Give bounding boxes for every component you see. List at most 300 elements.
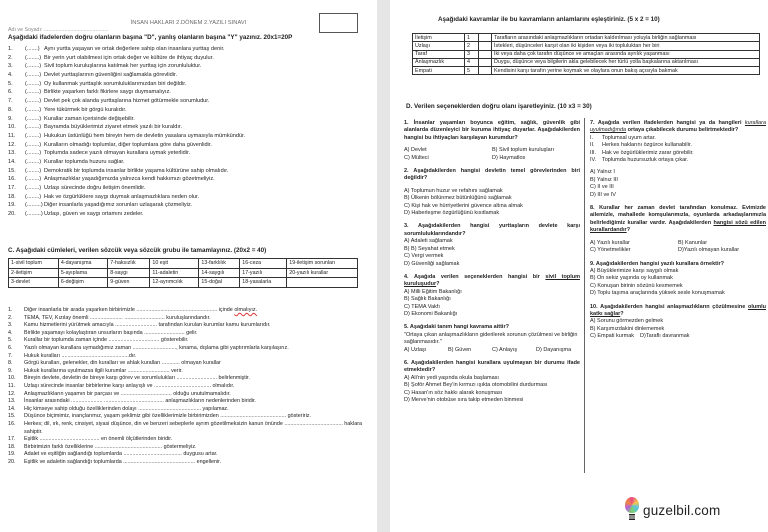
item-number: 8. — [8, 360, 13, 367]
answer-blank[interactable]: (........) — [25, 106, 42, 113]
word-bank-cell: 7-haksızlık — [108, 259, 150, 269]
item-text: Bir yerin yurt olabilmesi için ortak değer ve kültüre de ihtiyaç duyulur. — [44, 54, 214, 61]
item-text: Sivil toplum kuruluşlarına katılmak her yurttaş için zorunluluktur. — [44, 63, 202, 70]
question-text: Aşağıdakilerden hangisi yazılı kurallara örnektir? — [595, 260, 724, 267]
answer-option[interactable]: B) Sağlık Bakanlığı — [404, 296, 451, 303]
answer-blank[interactable]: (.......) — [25, 46, 40, 52]
item-number: 4. — [8, 72, 13, 79]
column-divider — [584, 118, 585, 473]
word-bank-cell: 2-iletişim — [9, 268, 59, 278]
definition-cell: Kendisini karşı tarafın yerine koymak ve olaylara onun bakış açısıyla bakmak — [492, 67, 760, 75]
answer-option[interactable]: A) Yazılı kurallar — [590, 239, 630, 246]
word-bank-cell: 1-sivil toplum — [9, 259, 59, 269]
item-text: Diğer insanlarla yaşadığımız sorunları uzlaşarak çözmeliyiz. — [44, 202, 193, 209]
answer-option[interactable]: C) Hasan'ın söz hakkı alarak konuşması — [404, 389, 503, 396]
question-stem — [404, 324, 580, 331]
number-cell: 5 — [465, 67, 479, 75]
answer-option[interactable]: C) Vergi vermek — [404, 253, 444, 260]
item-text[interactable]: Hukuk kurallarına uyulmazsa ilgili kurumlar ............................ verir. — [24, 367, 183, 374]
fill-in-item — [8, 451, 362, 459]
answer-cell[interactable] — [479, 58, 492, 66]
fill-in-item — [8, 353, 362, 361]
question-text: ? — [626, 227, 631, 234]
word-bank-cell: 20-yazılı kurallar — [287, 268, 358, 278]
item-text: Oy kullanmak yurttaşlık sorumluluklarımızdan biri değildir. — [44, 80, 187, 87]
answer-blank[interactable]: (........) — [25, 167, 42, 174]
answer-cell[interactable] — [479, 50, 492, 58]
answer-blank[interactable]: (........) — [25, 63, 42, 70]
item-text[interactable]: Adalet ve eşitliğin sağlandığı toplumlarda ....................................... duygusu artar. — [24, 451, 218, 458]
name-field: Adı ve Soyadı: ............................................ — [8, 27, 109, 33]
item-text[interactable]: Birlikte yaşamayı kolaylaştıran unsurların başında ........................... gelir. — [24, 329, 198, 336]
section-a-instruction: Aşağıdaki ifadelerden doğru olanların başına "D", yanlış olanların başına "Y" yazınız. 20x1=20P — [8, 34, 293, 41]
item-number: 11. — [8, 132, 16, 139]
statement-number: IV. — [590, 157, 597, 164]
item-text: Hukukun üstünlüğü hem bireyin hem de devletin yasalara uymasıyla mümkündür. — [44, 132, 246, 139]
question-number: 1. — [404, 120, 409, 126]
item-text: Aynı yurtta yaşayan ve ortak değerlere sahip olan insanlara yurttaş denir. — [44, 46, 225, 52]
question-stem — [404, 360, 580, 375]
question — [590, 205, 766, 254]
answer-option[interactable]: A) Milli Eğitim Bakanlığı — [404, 288, 462, 295]
item-text[interactable]: Hukuk kuralları .............................................dır. — [24, 352, 137, 359]
answer-blank[interactable]: (........) — [25, 193, 42, 200]
question — [590, 261, 766, 298]
item-number: 17. — [8, 436, 16, 443]
question-emphasis: hangisi sözü edilen kurallardandır — [590, 219, 766, 234]
answer-option[interactable]: D) Dayanışma — [536, 346, 572, 353]
answer-option[interactable]: C) Kişi hak ve hürriyetlerini güvence altına almak — [404, 202, 523, 209]
item-text: Anlaşmazlıklar yaşadığımızda yalnızca kendi hakkımızı gözetmeliyiz. — [44, 176, 215, 183]
item-text[interactable]: Anlaşmazlıkların yaşamın bir parçası ve .................................. olduğu unutulmamalıdır. — [24, 390, 231, 397]
question-text: ortaya çıkabilecek durumu belirtmektedir? — [626, 127, 739, 134]
answer-option[interactable]: D)Yazılı olmayan kurallar — [678, 247, 740, 254]
item-number: 4. — [8, 329, 13, 336]
word-bank-cell — [287, 278, 358, 288]
true-false-item — [8, 71, 368, 80]
question-stem — [404, 274, 580, 289]
answer-blank[interactable]: (........) — [25, 141, 42, 148]
word-bank-cell: 17-yazılı — [240, 268, 287, 278]
answer-option[interactable]: C) II ve III — [590, 184, 614, 191]
question — [590, 120, 766, 199]
question-stem — [590, 120, 766, 135]
item-number: 20. — [8, 458, 16, 465]
word-bank-cell: 11-adaletin — [150, 268, 199, 278]
term-cell: İletişim — [413, 34, 465, 42]
answer-option[interactable]: C) Empati kurmak — [590, 333, 635, 340]
item-number: 10. — [8, 375, 16, 382]
answer-option[interactable]: C) TEMA Vakfı — [404, 303, 440, 310]
definition-cell: İki veya daha çok tarafın düşünce ve amaçları arasında ayrılık yaşanması — [492, 50, 760, 58]
item-number: 12. — [8, 390, 16, 397]
item-number: 13. — [8, 150, 16, 157]
answer-blank[interactable]: (........) — [25, 158, 42, 165]
option-row — [404, 147, 580, 154]
statement — [590, 157, 766, 164]
item-number: 14. — [8, 405, 16, 412]
answer-option[interactable]: D) Ekonomi Bakanlığı — [404, 310, 458, 317]
answer-option[interactable]: A) Devlet — [404, 147, 427, 154]
word-bank-cell: 4-dayanışma — [58, 259, 107, 269]
statement-number: II. — [590, 142, 595, 149]
word-bank-cell: 6-değişim — [58, 278, 107, 288]
question-number: 4. — [404, 273, 409, 280]
answer-option[interactable]: B) Karşımızdakini dinlememek — [590, 325, 665, 332]
question-number: 6. — [404, 359, 409, 366]
item-number: 16. — [8, 420, 16, 427]
fill-in-item — [8, 375, 362, 383]
question-stem — [590, 205, 766, 235]
item-number: 9. — [8, 115, 13, 122]
true-false-item — [8, 141, 368, 150]
fill-in-item — [8, 406, 362, 414]
item-number: 16. — [8, 176, 16, 183]
item-text[interactable]: Hiç kimseye sahip olduğu özelliklerinden dolayı .......................................... yapılamaz. — [24, 405, 229, 412]
question — [404, 168, 580, 217]
answer-option[interactable]: B) Şoför Ahmet Bey'in kırmızı ışıkta otomobilini durdurması — [404, 382, 548, 389]
fill-in-item — [8, 383, 362, 391]
answer-option[interactable]: A) Ali'nin yedi yaşında okula başlaması — [404, 374, 499, 381]
question — [404, 360, 580, 404]
answer-option[interactable]: B) Kanunlar — [678, 239, 708, 246]
statement — [590, 135, 766, 142]
answer-blank[interactable]: (.........) — [25, 211, 43, 218]
answer-option[interactable]: A) Uzlaşı — [404, 346, 427, 353]
item-text: Uzlaşı sürecinde doğru iletişim önemlidir. — [44, 185, 146, 191]
item-text: Bayramda büyüklerimizi ziyaret etmek yazılı bir kuraldır. — [44, 124, 183, 131]
true-false-item — [8, 115, 368, 124]
question-emphasis: sivil toplum kuruluşudur — [404, 273, 580, 288]
item-text: Devlet pek çok alanda yurttaşlarına hizmet götürmekle sorumludur. — [44, 98, 210, 105]
question-emphasis: kurallara uyulmadığında — [590, 120, 766, 134]
question-text: Aşağıdaki tanım hangi kavrama aittir? — [409, 324, 509, 331]
item-number: 11. — [8, 382, 16, 389]
item-text[interactable]: Eşitlik ve adaletin sağlandığı toplumlarda ................................................ engellenir. — [24, 458, 222, 465]
answer-blank[interactable]: (........) — [25, 124, 42, 131]
item-text: Toplumda sadece yazılı olmayan kurallara uymak yeterlidir. — [44, 150, 191, 157]
section-c-instruction: C. Aşağıdaki cümleleri, verilen sözcük veya sözcük grubu ile tamamlayınız. (20x2 = 40) — [8, 247, 267, 254]
question — [404, 223, 580, 267]
question-quote: "Ortaya çıkan anlaşmazlıkların giderilerek sorunun çözülmesi ve birliğin sağlanmasıdır." — [404, 331, 578, 346]
item-text[interactable]: Eşitlik ........................................ en önemli ölçütlerinden biridir. — [24, 436, 173, 443]
answer-option[interactable]: A) Toplumun huzur ve refahını sağlamak — [404, 187, 503, 194]
answer-blank[interactable]: (........) — [25, 72, 42, 79]
true-false-item — [8, 175, 368, 184]
question-emphasis: olumlu katkı sağlar — [590, 303, 766, 317]
statement-text: Hak ve özgürlüklerimiz zarar görebilir. — [602, 149, 694, 156]
question-number: 7. — [590, 120, 595, 126]
fill-in-item — [8, 398, 362, 406]
question-stem — [590, 304, 766, 319]
item-text: Devlet yurttaşlarının güvenliğini sağlamakla görevlidir. — [44, 72, 178, 79]
term-cell: Taraf — [413, 50, 465, 58]
number-cell: 3 — [465, 50, 479, 58]
option-row — [590, 240, 766, 247]
true-false-item — [8, 97, 368, 106]
fill-in-item — [8, 322, 362, 330]
answer-blank[interactable]: (........) — [25, 115, 42, 122]
answer-option[interactable]: C) Anlayış — [492, 346, 518, 353]
true-false-item — [8, 88, 368, 97]
item-text[interactable]: Uzlaşı sürecinde insanlar birbirlerine karşı anlayışlı ve ...................................... olmalıdır. — [24, 382, 235, 389]
item-number: 14. — [8, 158, 16, 165]
answer-option[interactable]: B) Güven — [448, 346, 472, 353]
true-false-item — [8, 201, 368, 210]
word-bank-cell: 16-ceza — [240, 259, 287, 269]
section-d-instruction: D. Verilen seçeneklerden doğru olanı işaretleyiniz. (10 x3 = 30) — [406, 103, 592, 110]
true-false-item — [8, 210, 368, 219]
word-bank-cell: 18-yasalarla — [240, 278, 287, 288]
page-left — [0, 0, 377, 532]
item-number: 17. — [8, 185, 16, 191]
question-text: İnsanlar yaşamları boyunca eğitim, sağlık, güvenlik gibi alanlarda düzenleyici bir kuruma ihtiyaç duyarlar. Aşağıdakilerden hangisi bu ihtiyaçları karşılayan kurumdur? — [404, 120, 580, 141]
page-right — [390, 0, 768, 532]
question-stem — [404, 168, 580, 183]
item-number: 8. — [8, 106, 13, 113]
item-text[interactable]: Bireyin devlete, devletin de bireye karşı görev ve sorumlulukları ........................... belirlenmiştir. — [24, 375, 250, 382]
item-text: Kurallar toplumda huzuru sağlar. — [44, 158, 125, 165]
item-text[interactable]: Yazılı olmayan kurallara uymadığımız zaman ............................., kınama, dışlama gibi yaptırımlarla karşılaşırız. — [24, 344, 289, 351]
answer-blank[interactable]: (........) — [25, 150, 42, 157]
question-number: 10. — [590, 303, 598, 310]
question-text: Aşağıdakilerden hangisi devletin temel görevlerinden biri değildir? — [404, 168, 580, 182]
item-text: Uzlaşı, güven ve saygı ortamını zedeler. — [44, 211, 144, 218]
fill-in-item — [8, 360, 362, 368]
exam-title: İNSAN HAKLARI 2.DÖNEM 2.YAZILI SINAVI — [130, 20, 247, 26]
statement-text: Herkes haklarını özgürce kullanabilir. — [602, 142, 692, 149]
word-bank-cell: 8-saygı — [108, 268, 150, 278]
true-false-item — [8, 149, 368, 158]
fill-in-item — [8, 444, 362, 452]
question-stem — [404, 223, 580, 238]
answer-blank[interactable]: (........) — [25, 54, 42, 61]
answer-option[interactable]: D) Haberleşme özgürlüğünü kısıtlamak — [404, 210, 500, 217]
question — [590, 304, 766, 341]
item-number: 20. — [8, 211, 16, 218]
question-text: ? — [436, 281, 440, 288]
question-text: Aşağıdakilerden hangisi yurttaşların devlete karşı sorumluluklarındandır? — [404, 223, 580, 237]
answer-option[interactable]: D) Merve'nin otobüse sıra takip etmeden binmesi — [404, 397, 524, 403]
answer-option[interactable]: B) On sekiz yaşında oy kullanmak — [590, 275, 673, 282]
item-number: 19. — [8, 451, 16, 458]
matching-table — [412, 33, 760, 75]
word-bank-cell: 13-farklılık — [199, 259, 240, 269]
word-bank-cell: 10 eşit — [150, 259, 199, 269]
word-bank-cell: 5-ayıplama — [58, 268, 107, 278]
item-number: 2. — [8, 54, 13, 61]
fill-in-item — [8, 337, 362, 345]
question-text: Aşağıdakilerden hangisi anlaşmazlıkların çözülmesine — [600, 303, 748, 310]
item-text[interactable]: İnsanlar arasındaki ..................... ........................................ anlaşmazlıkların nedenlerinden biridir. — [24, 398, 256, 405]
answer-option[interactable]: A) Büyüklerimize karşı saygılı olmak — [590, 267, 679, 274]
answer-option[interactable]: D) Toplu taşıma araçlarında yüksek sesle konuşmamak — [590, 290, 725, 297]
true-false-item — [8, 167, 368, 176]
number-cell: 1 — [465, 34, 479, 42]
answer-blank[interactable]: (........) — [25, 89, 42, 96]
item-text: Birlikte yaşarken farklı fikirlere saygı duymamalıyız. — [44, 89, 171, 96]
matching-row — [413, 34, 760, 42]
answer-option[interactable]: A) Adaleti sağlamak — [404, 238, 453, 245]
fill-in-item — [8, 436, 362, 444]
true-false-item — [8, 158, 368, 167]
answer-cell[interactable] — [479, 42, 492, 50]
fill-in-item — [8, 345, 362, 353]
true-false-list — [8, 45, 368, 219]
answer-option[interactable]: C) Konuşan birinin sözünü kesmemek — [590, 282, 683, 289]
item-number: 5. — [8, 337, 13, 344]
question-text: Aşağıda verilen seçeneklerden hangisi bir — [413, 273, 546, 280]
option-row — [404, 347, 580, 354]
item-text[interactable]: Kurallar bir toplumda zaman içinde .................................. gösterebilir. — [24, 337, 189, 344]
true-false-item — [8, 184, 368, 193]
question-text: Aşağıda verilen ifadelerden hangisi ya da hangileri — [597, 120, 745, 126]
definition-cell: Duygu, düşünce veya bilgilerin akla gelebilecek her türlü yolla başkalarına aktarılması — [492, 58, 760, 66]
word-bank-row — [9, 259, 358, 269]
fill-in-item — [8, 391, 362, 399]
item-number: 18. — [8, 193, 16, 200]
option-row — [590, 247, 766, 254]
item-number: 15. — [8, 167, 16, 174]
question — [404, 120, 580, 162]
word-bank-row — [9, 278, 358, 288]
answer-option[interactable]: B) Ülkenin bölünmez bütünlüğünü sağlamak — [404, 195, 512, 202]
answer-blank[interactable]: (........) — [25, 98, 42, 105]
item-number: 3. — [8, 63, 13, 70]
item-text[interactable]: Düşünce biçimimiz, inançlarımız, yaşam şeklimiz gibi özelliklerimizle birbirimizden ............................................ gösteririz. — [24, 413, 311, 420]
item-text[interactable]: Herkes; dil, ırk, renk, cinsiyet, siyasi düşünce, din ve benzeri sebeplerle ayrım gözetilmeksizin kanun önünde ....................................... haklara sahiptir. — [24, 420, 362, 435]
true-false-item — [8, 54, 368, 63]
matching-row — [413, 50, 760, 58]
answer-cell[interactable] — [479, 34, 492, 42]
score-box — [319, 13, 358, 33]
statement-text: Toplumda huzursuzluk ortaya çıkar. — [602, 157, 689, 164]
item-number: 13. — [8, 398, 16, 405]
item-number: 6. — [8, 344, 13, 351]
true-false-item — [8, 123, 368, 132]
item-number: 1. — [8, 307, 13, 313]
question — [404, 274, 580, 318]
answer-blank[interactable]: (........) — [25, 185, 42, 191]
page-gutter — [377, 0, 390, 532]
answer-option[interactable]: A) Yalnız I — [590, 169, 615, 176]
true-false-item — [8, 45, 368, 54]
watermark-logo — [625, 497, 720, 523]
statement-number: III. — [590, 149, 597, 156]
answer-option[interactable]: B) B) Seyahat etmek — [404, 245, 455, 252]
true-false-item — [8, 132, 368, 141]
item-number: 3. — [8, 322, 13, 329]
word-bank-cell: 19-iletişim sorunları — [287, 259, 358, 269]
question-number: 3. — [404, 223, 409, 230]
item-number: 5. — [8, 80, 13, 87]
word-bank-cell: 14-saygılı — [199, 268, 240, 278]
item-text[interactable]: TEMA, TEV, Kızılay önemli ...................... ........................... kuruluşlarındandır. — [24, 314, 211, 321]
question-number: 8. — [590, 205, 595, 212]
matching-row — [413, 67, 760, 75]
watermark-text: guzelbil.com — [643, 502, 721, 518]
answer-option[interactable]: C) Yönetmelikler — [590, 247, 631, 254]
question-number: 5. — [404, 324, 409, 331]
matching-row — [413, 58, 760, 66]
item-text[interactable]: Kamu hizmetlerini yürütmek amacıyla ............................ tarafından kurulan kurumlar kamu kurumlarıdır. — [24, 322, 271, 329]
statement-text: Toplumsal uyum artar. — [602, 134, 656, 141]
item-number: 7. — [8, 98, 13, 105]
matching-row — [413, 42, 760, 50]
answer-option[interactable]: D) Haymatlos — [492, 154, 526, 161]
answer-option[interactable]: D) Güvenliği sağlamak — [404, 260, 460, 267]
answer-option[interactable]: A) Sorunu görmezden gelmek — [590, 318, 664, 325]
term-cell: Anlaşmazlık — [413, 58, 465, 66]
question-stem — [404, 120, 580, 142]
answer-blank[interactable]: (........) — [25, 80, 42, 87]
true-false-item — [8, 80, 368, 89]
fill-in-list — [8, 307, 362, 466]
term-cell: Uzlaşı — [413, 42, 465, 50]
answer-option[interactable]: B) Sivil toplum kuruluşları — [492, 147, 555, 154]
item-number: 9. — [8, 367, 13, 374]
word-bank-table — [8, 258, 358, 288]
item-text: Yere tükürmek bir görgü kuralıdır. — [44, 106, 127, 113]
item-number: 6. — [8, 89, 13, 96]
answer-blank[interactable]: (........) — [25, 176, 42, 183]
item-number: 10. — [8, 124, 16, 131]
question-text: Kurallar her zaman devlet tarafından konulmaz. Evimizde ailemizle, mahallede komşularımızla, oyunlarda arkadaşlarımızla belirlediğimiz kurallar vardır. Aşağıdakilerden — [590, 205, 766, 226]
item-text[interactable]: Diğer insanlarla bir arada yaşarken birbirimizle ...................................................... içinde olmalıyız. — [24, 307, 258, 313]
statement — [590, 142, 766, 149]
section-b-instruction: Aşağıdaki kavramlar ile bu kavramların anlamlarını eşleştiriniz. (5 x 2 = 10) — [438, 16, 660, 23]
fill-in-item — [8, 307, 362, 315]
number-cell: 4 — [465, 58, 479, 66]
questions-column-right — [590, 120, 766, 347]
answer-option[interactable]: D)Taraflı davranmak — [640, 333, 690, 340]
item-text[interactable]: Görgü kuralları, gelenekler, din kuralları ve ahlak kuralları ............ olmayan kurallar — [24, 360, 221, 367]
question-number: 2. — [404, 168, 409, 175]
question-text: Aşağıdakilerden hangisi kurallara uyulmayan bir durumu ifade etmektedir? — [404, 359, 580, 374]
number-cell: 2 — [465, 42, 479, 50]
item-number: 18. — [8, 443, 16, 450]
item-number: 15. — [8, 413, 16, 420]
answer-option[interactable]: B) Yalnız III — [590, 176, 618, 183]
fill-in-item — [8, 459, 362, 467]
term-cell: Empati — [413, 67, 465, 75]
answer-option[interactable]: D) III ve IV — [590, 191, 616, 198]
item-number: 19. — [8, 202, 16, 209]
true-false-item — [8, 106, 368, 115]
word-bank-cell: 12-ayrımcılık — [150, 278, 199, 288]
answer-cell[interactable] — [479, 67, 492, 75]
answer-blank[interactable]: (........) — [25, 132, 42, 139]
true-false-item — [8, 193, 368, 202]
fill-in-item — [8, 315, 362, 323]
statement-number: I. — [590, 134, 594, 141]
item-text: Hak ve özgürlüklere saygı duymak anlaşmazlıklara neden olur. — [44, 193, 200, 200]
item-text[interactable]: Birbirimizin farklı özelliklerine ............................................. göstermeliyiz. — [24, 443, 197, 450]
fill-in-item — [8, 421, 362, 436]
lightbulb-icon — [625, 497, 639, 523]
answer-blank[interactable]: (.........) — [25, 202, 43, 209]
question-stem — [590, 261, 766, 268]
item-text: Kuralların olmadığı toplumlar, diğer toplumlara göre daha güvenlidir. — [44, 141, 212, 148]
word-bank-cell: 3-devlet — [9, 278, 59, 288]
item-text: Kurallar zaman içerisinde değişebilir. — [44, 115, 135, 122]
fill-in-item — [8, 413, 362, 421]
option-row — [590, 333, 766, 340]
item-number: 12. — [8, 141, 16, 148]
item-number: 7. — [8, 352, 13, 359]
answer-option[interactable]: C) Mülteci — [404, 154, 429, 161]
option-row — [404, 155, 580, 162]
